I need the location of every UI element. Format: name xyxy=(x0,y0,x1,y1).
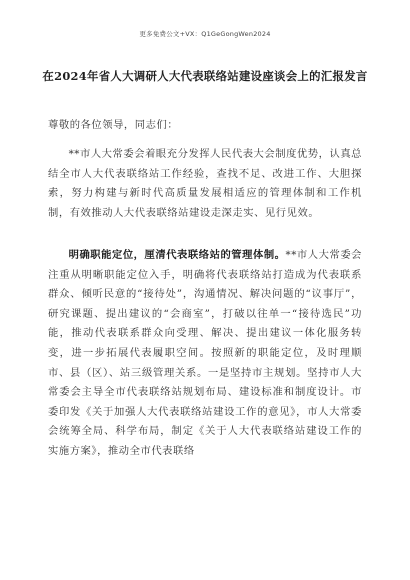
document-title: 在2024年省人大调研人大代表联络站建设座谈会上的汇报发言 xyxy=(42,69,368,83)
paragraph-2-text: **市人大常委会注重从明晰职能定位入手，明确将代表联络站打造成为代表联系群众、倾听民意的“接待处”，沟通情况、解决问题的“议事厅”，研究课题、提出建议的“会商室”，打破以往单一“接待选民”功能，推动代表联系群众向受理、解决、提出建议一体化服务转变，进一步拓展代表履职空间。按照新的职能定位，及时理顺市、县（区）、站三级管理关系。一是坚持市主规划。坚持市人大常委会主导全市代表联络站规划布局、建设标准和制度设计。市委印发《关于加强人大代表联络站建设工作的意见》，市人大常委会统筹全局、科学布局，制定《关于人大代表联络站建设工作的实施方案》，推动全市代表联络 xyxy=(48,249,363,457)
paragraph-1-text: **市人大常委会着眼充分发挥人民代表大会制度优势，认真总结全市人大代表联络站工作经验，查找不足、改进工作、大胆探索，努力构建与新时代高质量发展相适应的管理体制和工作机制，有效推动人大代表联络站建设走深走实、见行见效。 xyxy=(48,148,363,219)
paragraph-2 xyxy=(48,246,362,462)
header-note: 更多免费公文+VX：Q1GeGongWen2024 xyxy=(139,30,271,38)
paragraph-2-heading: 明确职能定位，厘清代表联络站的管理体制。 xyxy=(68,249,286,261)
paragraph-1 xyxy=(48,145,362,223)
salutation: 尊敬的各位领导，同志们： xyxy=(48,119,179,131)
